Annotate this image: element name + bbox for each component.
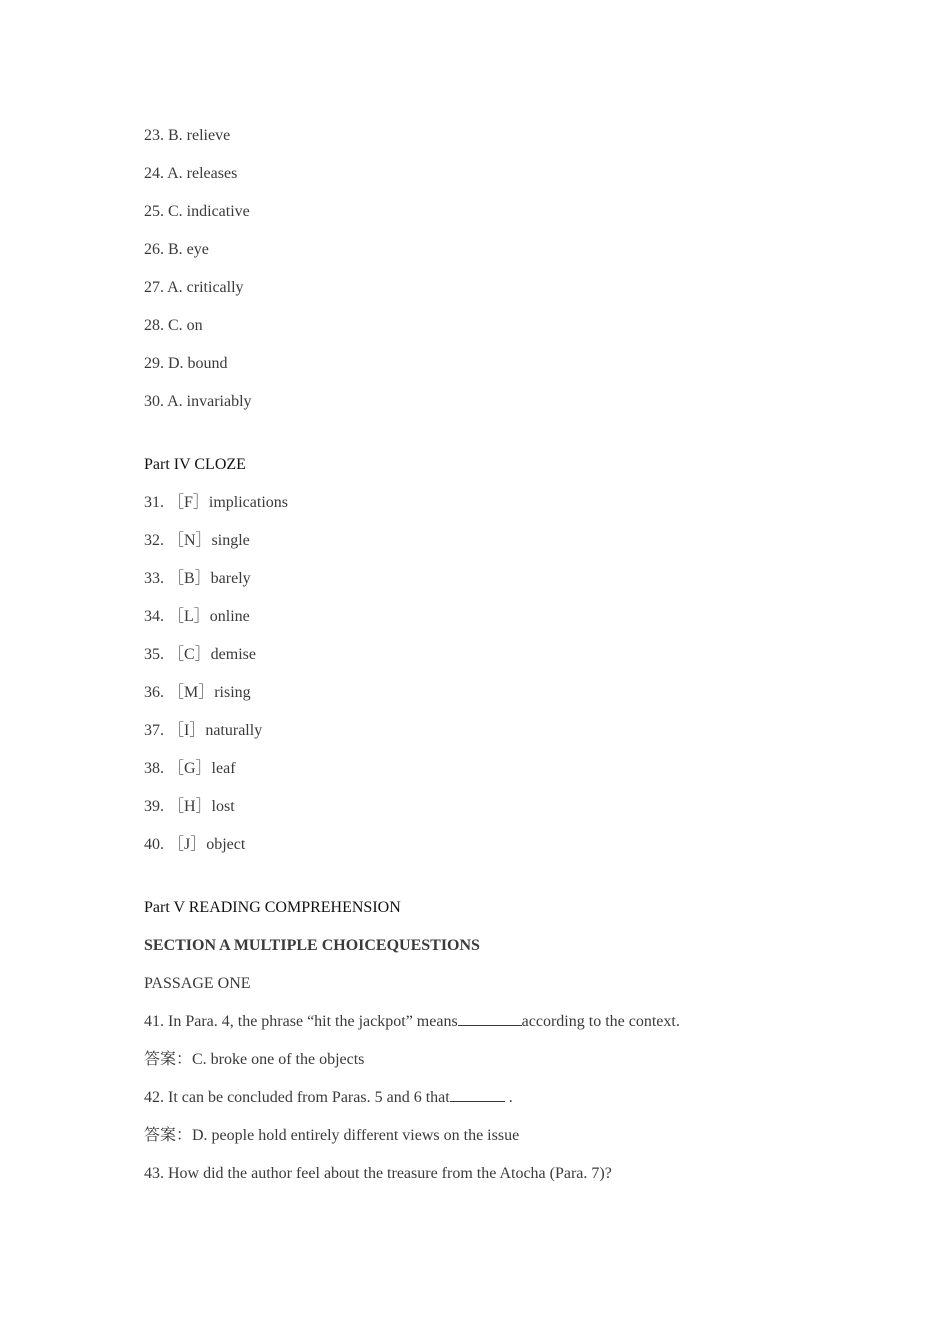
answer-41: 答案：C. broke one of the objects <box>144 1051 365 1068</box>
question-41-text: 41. In Para. 4, the phrase “hit the jackpot” means <box>144 1013 458 1030</box>
answer-blank <box>450 1087 505 1102</box>
part4-heading: Part IV CLOZE <box>144 456 246 473</box>
part5-heading: Part V READING COMPREHENSION <box>144 899 401 916</box>
answer-29: 29. D. bound <box>144 355 228 372</box>
answer-42: 答案：D. people hold entirely different views on the issue <box>144 1127 520 1144</box>
question-41 <box>144 1011 844 1049</box>
answer-34: 34. ［L］online <box>144 608 250 625</box>
answer-35: 35. ［C］demise <box>144 646 256 663</box>
question-42 <box>144 1087 844 1125</box>
answer-27: 27. A. critically <box>144 279 244 296</box>
answer-30: 30. A. invariably <box>144 393 252 410</box>
answer-36: 36. ［M］rising <box>144 684 251 701</box>
answer-26: 26. B. eye <box>144 241 209 258</box>
section-a-heading: SECTION A MULTIPLE CHOICEQUESTIONS <box>144 937 480 954</box>
question-42-tail: . <box>504 1089 513 1106</box>
document-page <box>144 125 844 1201</box>
answer-25: 25. C. indicative <box>144 203 250 220</box>
answer-blank <box>458 1011 522 1026</box>
answer-40: 40. ［J］object <box>144 836 246 853</box>
question-42-text: 42. It can be concluded from Paras. 5 and 6 that <box>144 1089 450 1106</box>
answer-31: 31. ［F］implications <box>144 494 289 511</box>
answer-37: 37. ［I］naturally <box>144 722 263 739</box>
answer-28: 28. C. on <box>144 317 203 334</box>
answer-38: 38. ［G］leaf <box>144 760 236 777</box>
answer-23: 23. B. relieve <box>144 127 231 144</box>
passage-heading: PASSAGE ONE <box>144 975 251 992</box>
section-gap <box>144 429 844 454</box>
answer-39: 39. ［H］lost <box>144 798 235 815</box>
answer-33: 33. ［B］barely <box>144 570 251 587</box>
question-41-tail: according to the context. <box>521 1013 680 1030</box>
answer-32: 32. ［N］single <box>144 532 250 549</box>
section-gap <box>144 872 844 897</box>
answer-24: 24. A. releases <box>144 165 238 182</box>
question-43: 43. How did the author feel about the treasure from the Atocha (Para. 7)? <box>144 1165 612 1182</box>
